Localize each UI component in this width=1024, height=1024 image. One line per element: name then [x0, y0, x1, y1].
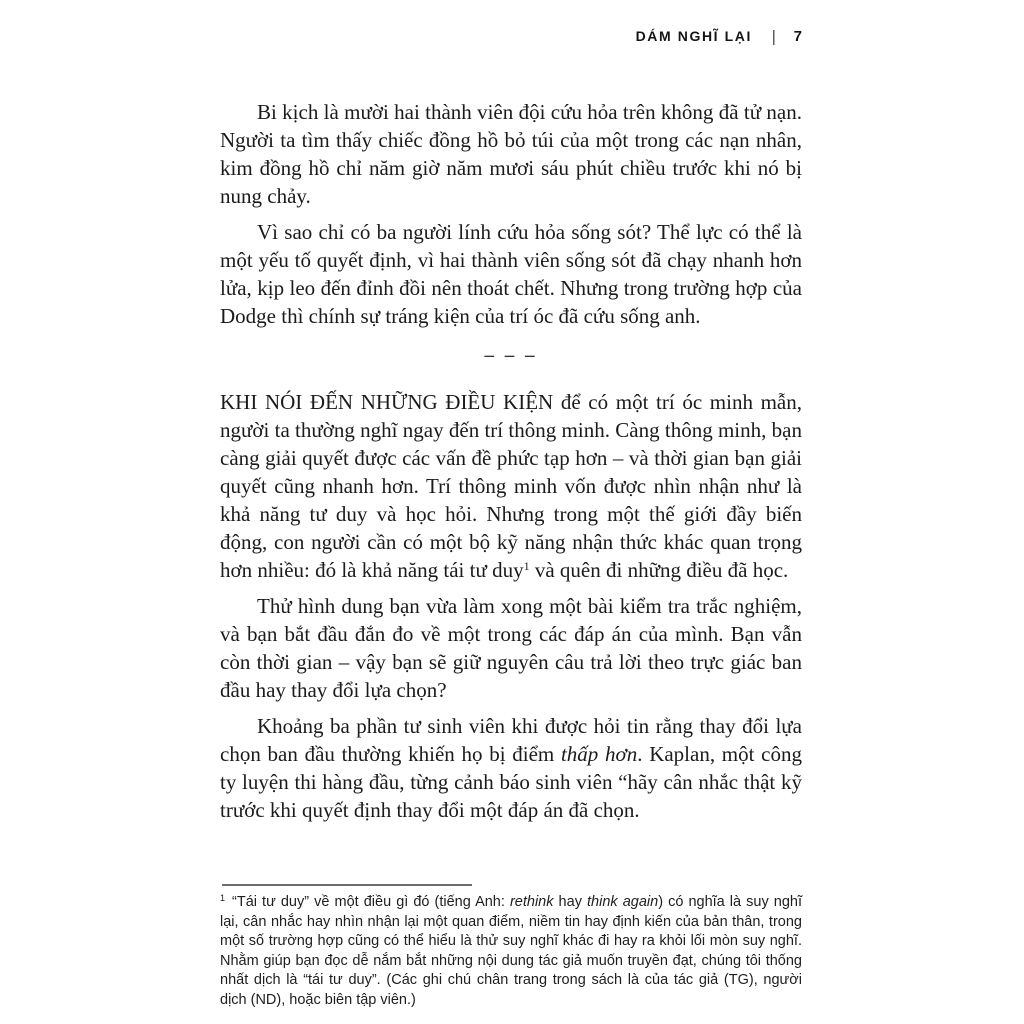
section-break: – – – — [484, 345, 538, 366]
footnote-italic-think-again: think again — [587, 894, 659, 910]
page-header — [220, 28, 802, 46]
footnote-rule — [222, 884, 472, 886]
footnote-italic-rethink: rethink — [509, 894, 554, 910]
footnote-text — [220, 893, 802, 1010]
body-text-block — [220, 98, 802, 832]
footnote-reference: 1 — [523, 559, 530, 573]
footnote-part-2: hay — [553, 894, 588, 910]
paragraph-3-tail: và quên đi những điều đã học. — [529, 558, 789, 582]
paragraph-3-body: để có một trí óc minh mẫn, người ta thường nghĩ ngay đến trí thông minh. Càng thông minh, bạn càng giải quyết được các vấn đề phức tạp hơn – và thời gian bạn giải quyết cũng nhanh hơn. Trí thông minh vốn được nhìn nhận như là khả năng tư duy và học hỏi. Nhưng trong một thế giới đầy biến động, con người cần có một bộ kỹ năng nhận thức khác quan trọng hơn nhiều: đó là khả năng tái tư duy — [220, 390, 802, 582]
paragraph-3-lead-caps: KHI NÓI ĐẾN NHỮNG ĐIỀU KIỆN — [220, 390, 554, 414]
paragraph-3 — [220, 388, 802, 584]
paragraph-1: Bi kịch là mười hai thành viên đội cứu hỏa trên không đã tử nạn. Người ta tìm thấy chiếc đồng hồ bỏ túi của một trong các nạn nhân, kim đồng hồ chỉ năm giờ năm mươi sáu phút chiều trước khi nó bị nung chảy. — [220, 100, 802, 208]
page-number: 7 — [793, 28, 802, 45]
footnote-part-1: “Tái tư duy” về một điều gì đó (tiếng Anh: — [232, 894, 510, 910]
paragraph-5 — [220, 712, 802, 824]
paragraph-5-italic: thấp hơn — [560, 742, 638, 766]
footnote-block — [220, 884, 802, 1010]
paragraph-5-text: Khoảng ba phần tư sinh viên khi được hỏi tin rằng thay đổi lựa chọn ban đầu thường khiến họ bị điểm — [220, 714, 802, 766]
header-divider: | — [772, 26, 776, 46]
paragraph-2: Vì sao chỉ có ba người lính cứu hỏa sống sót? Thể lực có thể là một yếu tố quyết định, vì hai thành viên sống sót đã chạy nhanh hơn lửa, kịp leo đến đỉnh đồi nên thoát chết. Nhưng trong trường hợp của Dodge thì chính sự tráng kiện của trí óc đã cứu sống anh. — [220, 220, 802, 328]
paragraph-5-text-after: . Kaplan, một công ty luyện thi hàng đầu, từng cảnh báo sinh viên “hãy cân nhắc thật kỹ trước khi quyết định thay đổi một đáp án đã chọn. — [220, 742, 803, 822]
footnote-marker: 1 — [220, 893, 226, 903]
paragraph-4: Thử hình dung bạn vừa làm xong một bài kiểm tra trắc nghiệm, và bạn bắt đầu đắn đo về một trong các đáp án của mình. Bạn vẫn còn thời gian – vậy bạn sẽ giữ nguyên câu trả lời theo trực giác ban đầu hay thay đổi lựa chọn? — [220, 594, 802, 702]
footnote-part-3: ) có nghĩa là suy nghĩ lại, cân nhắc hay nhìn nhận lại một quan điểm, niềm tin hay định kiến của bản thân, trong một số trường hợp cũng có thể hiểu là thử suy nghĩ khác đi hay ra khỏi lối mòn suy nghĩ. Nhằm giúp bạn đọc dễ nắm bắt những nội dung tác giả muốn truyền đạt, chúng tôi thống nhất dịch là “tái tư duy”. (Các ghi chú chân trang trong sách là của tác giả (TG), người dịch (ND), hoặc biên tập viên.) — [220, 894, 802, 1008]
running-title: DÁM NGHĨ LẠI — [635, 28, 753, 44]
